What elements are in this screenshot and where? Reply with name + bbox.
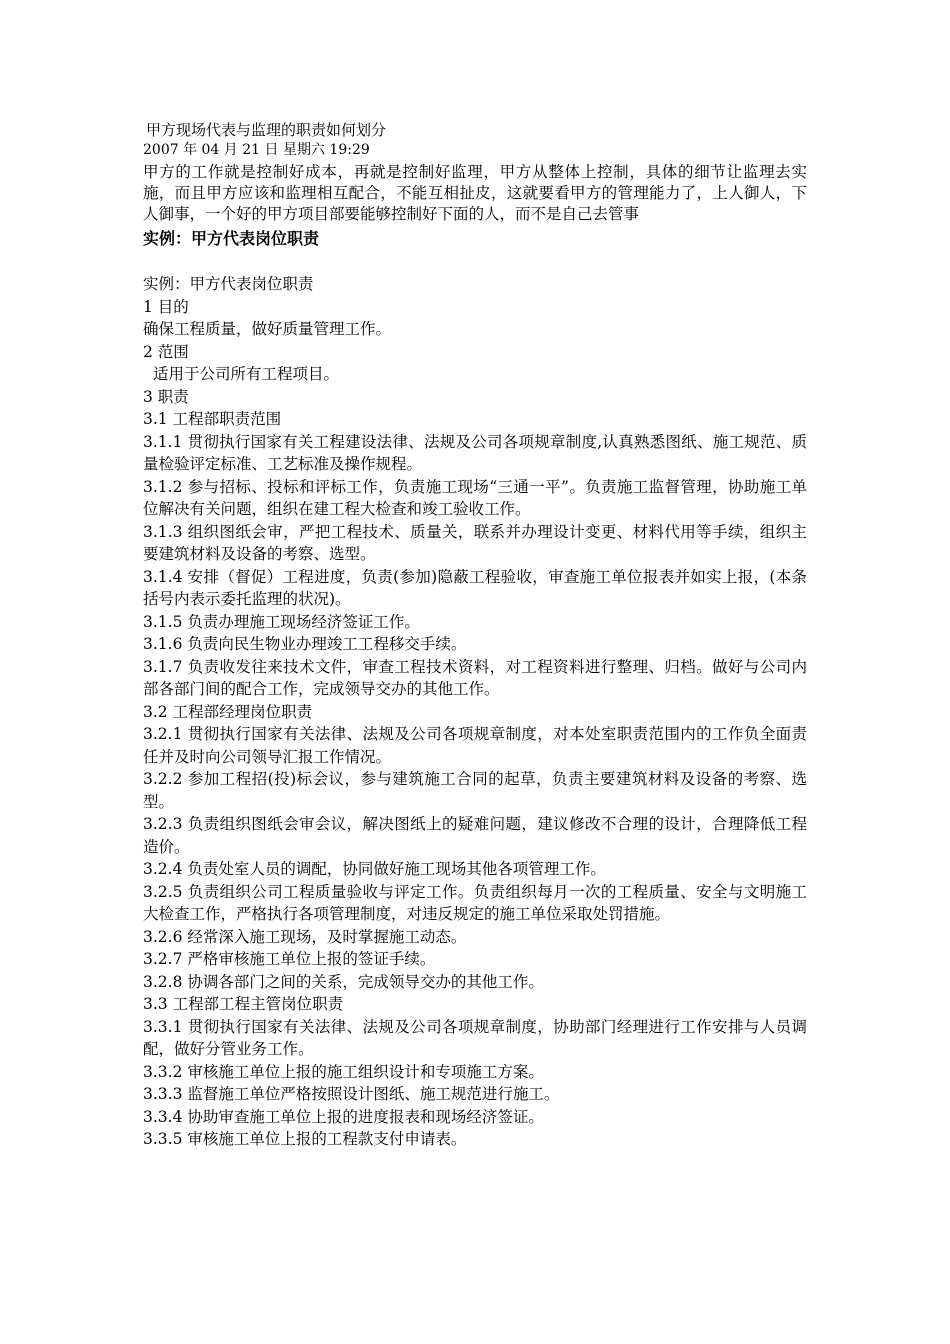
paragraph: 3.2.4 负责处室人员的调配，协同做好施工现场其他各项管理工作。 [143,860,606,878]
paragraph: 3.3.1 贯彻执行国家有关法律、法规及公司各项规章制度，协助部门经理进行工作安排与人员调配，做好分管业务工作。 [143,1017,807,1058]
paragraph: 3.3.3 监督施工单位严格按照设计图纸、施工规范进行施工。 [143,1085,560,1103]
paragraph: 适用于公司所有工程项目。 [153,365,340,383]
paragraph: 2 范围 [143,342,189,361]
body-text [143,273,807,1151]
paragraph: 3.1.5 负责办理施工现场经济签证工作。 [143,612,420,631]
paragraph: 3 职责 [143,387,189,406]
paragraph: 3.1.2 参与招标、投标和评标工作，负责施工现场“三通一平”。负责施工监督管理，协助施工单位解决有关问题，组织在建工程大检查和竣工验收工作。 [143,477,807,518]
paragraph: 3.2 工程部经理岗位职责 [143,702,313,721]
paragraph: 3.2.2 参加工程招(投)标会议，参与建筑施工合同的起草，负责主要建筑材料及设备的考察、选型。 [143,770,807,811]
paragraph: 3.3.2 审核施工单位上报的施工组织设计和专项施工方案。 [143,1062,544,1081]
paragraph: 1 目的 [143,297,189,316]
paragraph: 3.1.3 组织图纸会审，严把工程技术、质量关，联系并办理设计变更、材料代用等手续，组织主要建筑材料及设备的考察、选型。 [143,522,807,563]
paragraph: 3.3.4 协助审查施工单位上报的进度报表和现场经济签证。 [143,1107,544,1126]
paragraph: 确保工程质量，做好质量管理工作。 [143,320,392,338]
paragraph: 3.2.7 严格审核施工单位上报的签证手续。 [143,950,436,968]
paragraph: 实例：甲方代表岗位职责 [143,275,314,293]
paragraph: 3.1.6 负责向民生物业办理竣工工程移交手续。 [143,635,467,653]
section-heading: 实例：甲方代表岗位职责 [143,229,320,248]
paragraph: 3.1.7 负责收发往来技术文件，审查工程技术资料，对工程资料进行整理、归档。做好与公司内部各部门间的配合工作，完成领导交办的其他工作。 [143,657,807,698]
paragraph: 3.2.6 经常深入施工现场，及时掌握施工动态。 [143,927,467,946]
paragraph: 3.3.5 审核施工单位上报的工程款支付申请表。 [143,1130,467,1148]
publish-date: 2007 年 04 月 21 日 星期六 19:29 [143,142,370,158]
document-page [143,120,807,1151]
paragraph: 3.2.8 协调各部门之间的关系，完成领导交办的其他工作。 [143,972,544,991]
paragraph: 3.3 工程部工程主管岗位职责 [143,995,344,1013]
document-title: 甲方现场代表与监理的职责如何划分 [146,121,387,139]
paragraph: 3.1.4 安排（督促）工程进度，负责(参加)隐蔽工程验收，审查施工单位报表并如实上报，(本条括号内表示委托监理的状况)。 [143,567,807,608]
paragraph: 3.2.3 负责组织图纸会审会议，解决图纸上的疑难问题，建议修改不合理的设计，合理降低工程造价。 [143,815,807,856]
paragraph: 3.2.1 贯彻执行国家有关法律、法规及公司各项规章制度，对本处室职责范围内的工作负全面责任并及时向公司领导汇报工作情况。 [143,725,807,766]
intro-paragraph: 甲方的工作就是控制好成本，再就是控制好监理，甲方从整体上控制，具体的细节让监理去实施，而且甲方应该和监理相互配合，不能互相扯皮，这就要看甲方的管理能力了，上人御人，下人御事，一个好的甲方项目部要能够控制好下面的人，而不是自己去管事 [143,163,807,223]
paragraph: 3.2.5 负责组织公司工程质量验收与评定工作。负责组织每月一次的工程质量、安全与文明施工大检查工作，严格执行各项管理制度，对违反规定的施工单位采取处罚措施。 [143,882,807,923]
paragraph: 3.1 工程部职责范围 [143,410,282,428]
paragraph: 3.1.1 贯彻执行国家有关工程建设法律、法规及公司各项规章制度,认真熟悉图纸、施工规范、质量检验评定标准、工艺标准及操作规程。 [143,432,807,473]
